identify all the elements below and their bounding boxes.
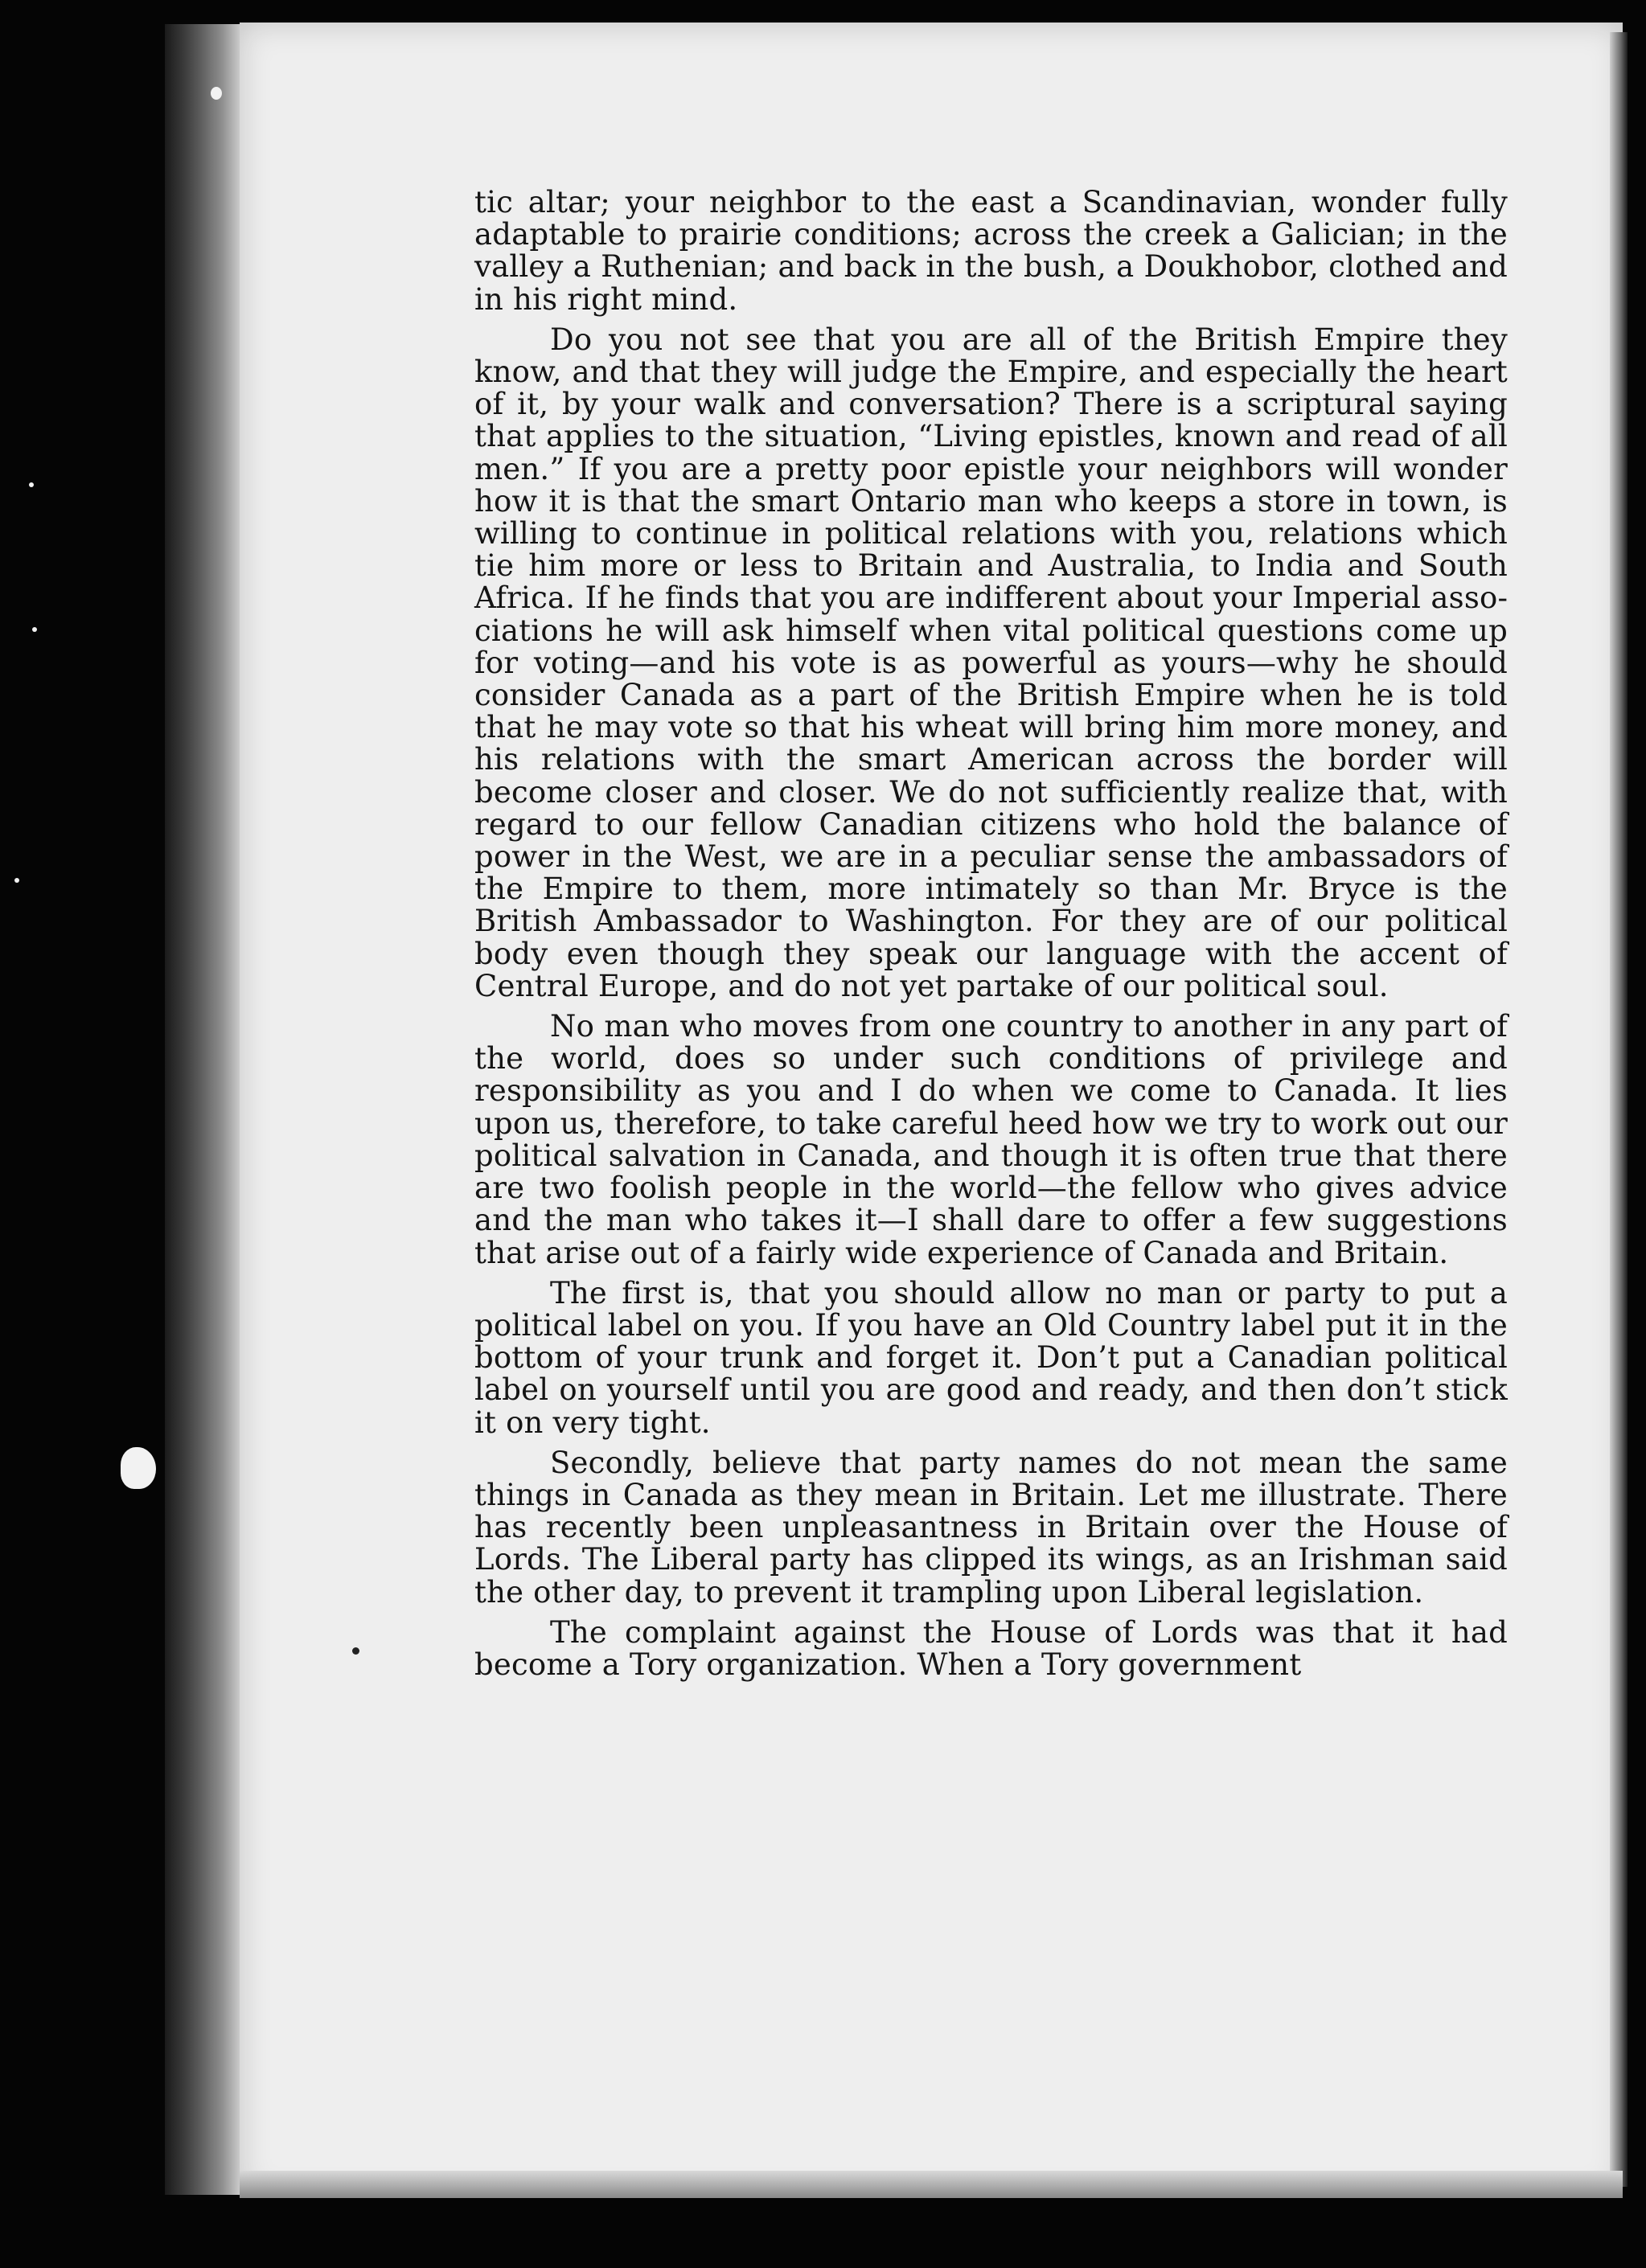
body-text: [474, 187, 1508, 1689]
scan-speck: [211, 87, 222, 100]
paragraph: Do you not see that you are all of the British Empire they know, and that they will judge the Empire, and especially the heart of it, by your walk and conversation? There is a scriptural saying that applies to the situation, “Living epistles, known and read of all men.” If you are a pretty poor epistle your neighbors will wonder how it is that the smart Ontario man who keeps a store in town, is willing to continue in political relations with you, relations which tie him more or less to Britain and Australia, to India and South Africa. If he finds that you are indifferent about your Imperial associations he will ask himself when vital political questions come up for voting—and his vote is as powerful as yours—why he should consider Canada as a part of the British Empire when he is told that he may vote so that his wheat will bring him more money, and his relations with the smart American across the border will become closer and closer. We do not sufficiently realize that, with regard to our fellow Canadian citizens who hold the balance of power in the West, we are in a peculiar sense the ambassadors of the Empire to them, more intimately so than Mr. Bryce is the British Ambassador to Washington. For they are of our political body even though they speak our language with the accent of Central Europe, and do not yet partake of our political soul.: [474, 322, 1508, 1003]
page-bottom-edge: [240, 2171, 1623, 2198]
scan-speck: [121, 1447, 156, 1489]
paragraph: Secondly, believe that party names do not mean the same things in Canada as they mean in Britain. Let me illustrate. There has recently been unpleasantness in Britain over the House of Lords. The Liberal party has clipped its wings, as an Irishman said the other day, to prevent it trampling upon Liberal legislation.: [474, 1445, 1508, 1610]
scan-speck: [352, 1647, 359, 1655]
scan-speck: [14, 878, 19, 883]
page-right-edge: [1610, 32, 1628, 2187]
scan-speck: [32, 627, 37, 632]
paragraph: The first is, that you should allow no man or party to put a political label on you. If you have an Old Country label put it in the bottom of your trunk and forget it. Don’t put a Canadian political label on yourself until you are good and ready, and then don’t stick it on very tight.: [474, 1275, 1508, 1440]
paragraph: The complaint against the House of Lords was that it had become a Tory organization. When a Tory government: [474, 1614, 1508, 1682]
paragraph: No man who moves from one country to another in any part of the world, does so under such conditions of privilege and responsibility as you and I do when we come to Canada. It lies upon us, therefore, to take careful heed how we try to work out our political salvation in Canada, and though it is often true that there are two foolish people in the world—the fellow who gives advice and the man who takes it—I shall dare to offer a few suggestions that arise out of a fairly wide experience of Canada and Britain.: [474, 1009, 1508, 1270]
scan-speck: [29, 482, 34, 487]
paragraph: tic altar; your neighbor to the east a Scandinavian, wonder fully adaptable to prairie conditions; across the creek a Galician; in the valley a Ruthenian; and back in the bush, a Doukhobor, clothed and in his right mind.: [474, 185, 1508, 317]
book-binding-gutter: [165, 24, 241, 2195]
